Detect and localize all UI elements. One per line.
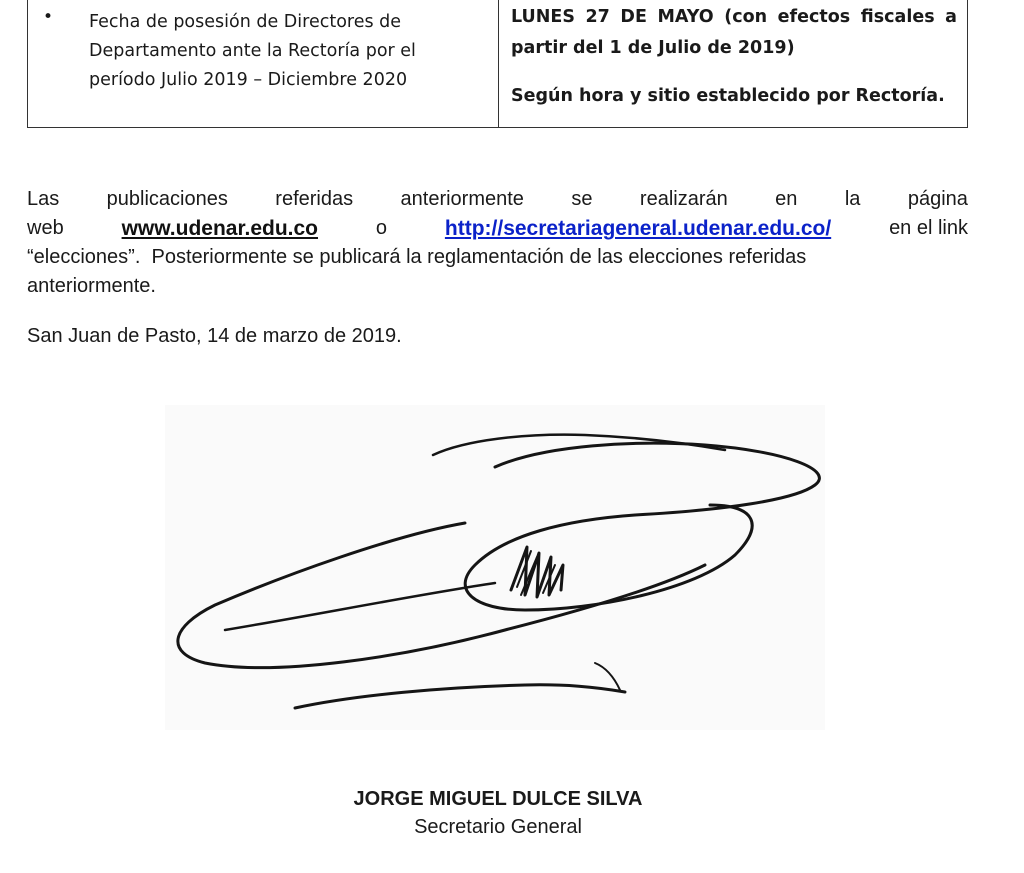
- word: referidas: [275, 188, 354, 210]
- event-description-line: período Julio 2019 – Diciembre 2020: [89, 70, 408, 90]
- place-date: San Juan de Pasto, 14 de marzo de 2019.: [27, 325, 402, 347]
- word: Las: [27, 188, 60, 210]
- event-place: Según hora y sitio establecido por Rectoría.: [511, 86, 945, 106]
- paragraph-line-2: [27, 214, 968, 243]
- word: o: [375, 217, 388, 239]
- signer-name: JORGE MIGUEL DULCE SILVA: [353, 788, 643, 810]
- paragraph-line-3: [27, 243, 968, 272]
- table-cell-event: [28, 0, 499, 127]
- signature-icon: [165, 405, 825, 730]
- event-description-line: Departamento ante la Rectoría por el: [89, 41, 416, 61]
- word: publicaciones: [106, 188, 228, 210]
- bullet-icon: •: [43, 7, 54, 27]
- word: anteriormente: [400, 188, 524, 210]
- word: web: [27, 217, 64, 239]
- table-cell-date: [499, 0, 967, 127]
- signer-title: Secretario General: [414, 816, 582, 838]
- word: se: [571, 188, 593, 210]
- paragraph-line-4: anteriormente.: [27, 275, 156, 297]
- publication-paragraph: [27, 185, 968, 301]
- word: en el link: [889, 217, 968, 239]
- paragraph-text: “elecciones”. Posteriormente se publicará la reglamentación de las elecciones referidas: [27, 246, 807, 268]
- schedule-table: [27, 0, 968, 128]
- paragraph-line-1: [27, 185, 968, 214]
- event-description: [89, 8, 469, 95]
- secretaria-general-link[interactable]: http://secretariageneral.udenar.edu.co/: [444, 217, 832, 240]
- word: página: [907, 188, 968, 210]
- word: en: [775, 188, 798, 210]
- udenar-link[interactable]: www.udenar.edu.co: [121, 217, 319, 240]
- event-description-line: Fecha de posesión de Directores de: [89, 12, 402, 32]
- word: la: [844, 188, 861, 210]
- event-date: LUNES 27 DE MAYO (con efectos fiscales a partir del 1 de Julio de 2019): [511, 7, 957, 58]
- signature-image: [165, 405, 825, 730]
- word: realizarán: [639, 188, 728, 210]
